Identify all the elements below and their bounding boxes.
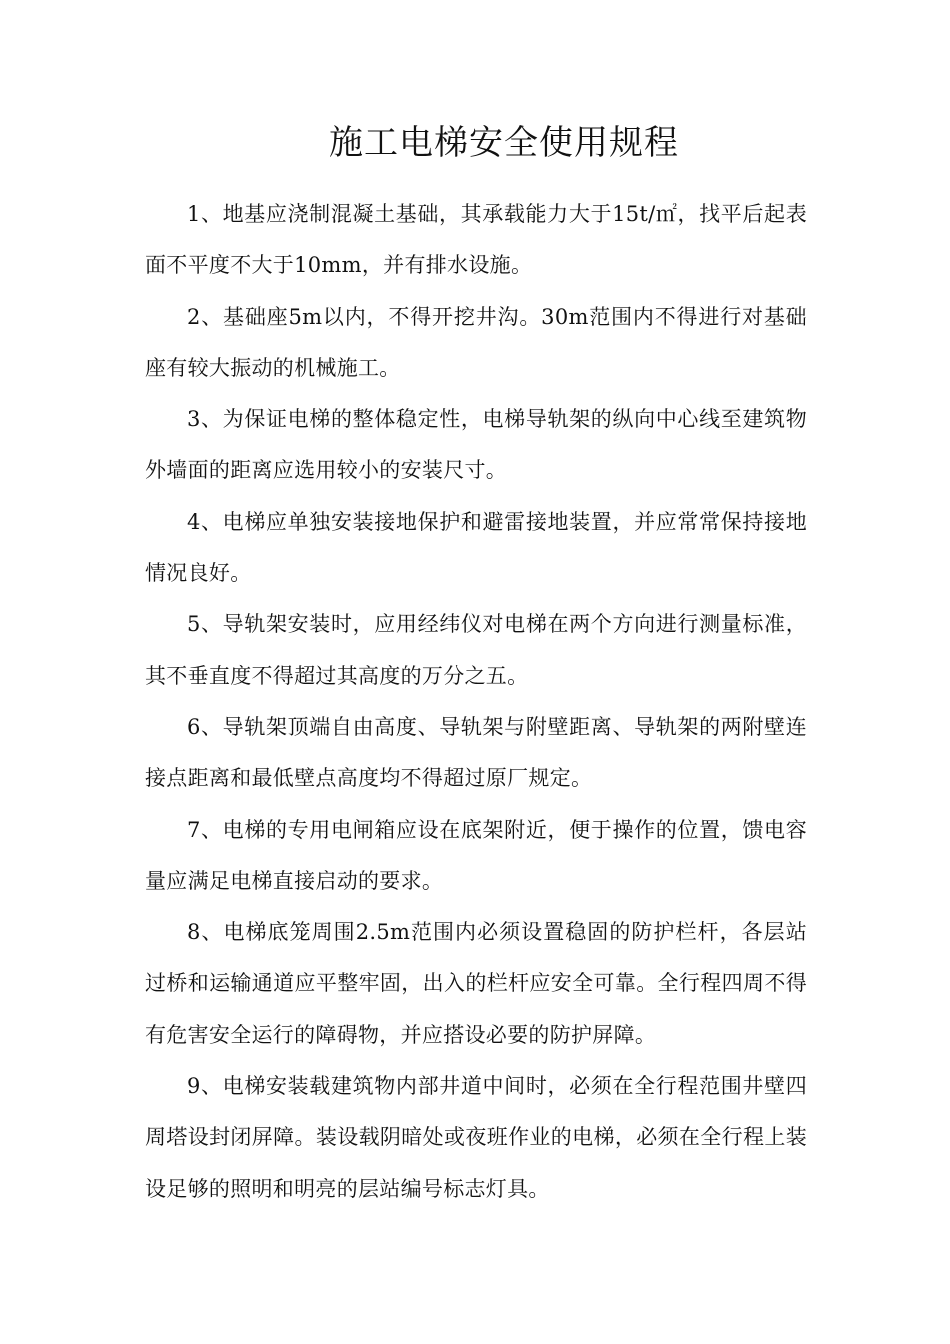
paragraph-9: 9、电梯安装载建筑物内部井道中间时，必须在全行程范围井壁四周塔设封闭屏障。装设载阴暗处或夜班作业的电梯，必须在全行程上装设足够的照明和明亮的层站编号标志灯具。 bbox=[145, 1074, 807, 1201]
paragraph-6: 6、导轨架顶端自由高度、导轨架与附壁距离、导轨架的两附壁连接点距离和最低壁点高度均不得超过原厂规定。 bbox=[145, 714, 807, 791]
document-body bbox=[145, 189, 807, 1215]
paragraph-4: 4、电梯应单独安装接地保护和避雷接地装置，并应常常保持接地情况良好。 bbox=[145, 509, 807, 586]
paragraph-7: 7、电梯的专用电闸箱应设在底架附近，便于操作的位置，馈电容量应满足电梯直接启动的要求。 bbox=[145, 817, 807, 893]
paragraph-5: 5、导轨架安装时，应用经纬仪对电梯在两个方向进行测量标准，其不垂直度不得超过其高度的万分之五。 bbox=[145, 612, 807, 688]
paragraph-3: 3、为保证电梯的整体稳定性，电梯导轨架的纵向中心线至建筑物外墙面的距离应选用较小的安装尺寸。 bbox=[145, 407, 807, 483]
paragraph-2: 2、基础座5m以内，不得开挖井沟。30m范围内不得进行对基础座有较大振动的机械施工。 bbox=[145, 304, 807, 380]
document-title: 施工电梯安全使用规程 bbox=[329, 123, 679, 163]
paragraph-8: 8、电梯底笼周围2.5m范围内必须设置稳固的防护栏杆，各层站过桥和运输通道应平整牢固，出入的栏杆应安全可靠。全行程四周不得有危害安全运行的障碍物，并应搭设必要的防护屏障。 bbox=[145, 920, 807, 1047]
paragraph-1: 1、地基应浇制混凝土基础，其承载能力大于15t/㎡，找平后起表面不平度不大于10mm，并有排水设施。 bbox=[145, 202, 807, 278]
